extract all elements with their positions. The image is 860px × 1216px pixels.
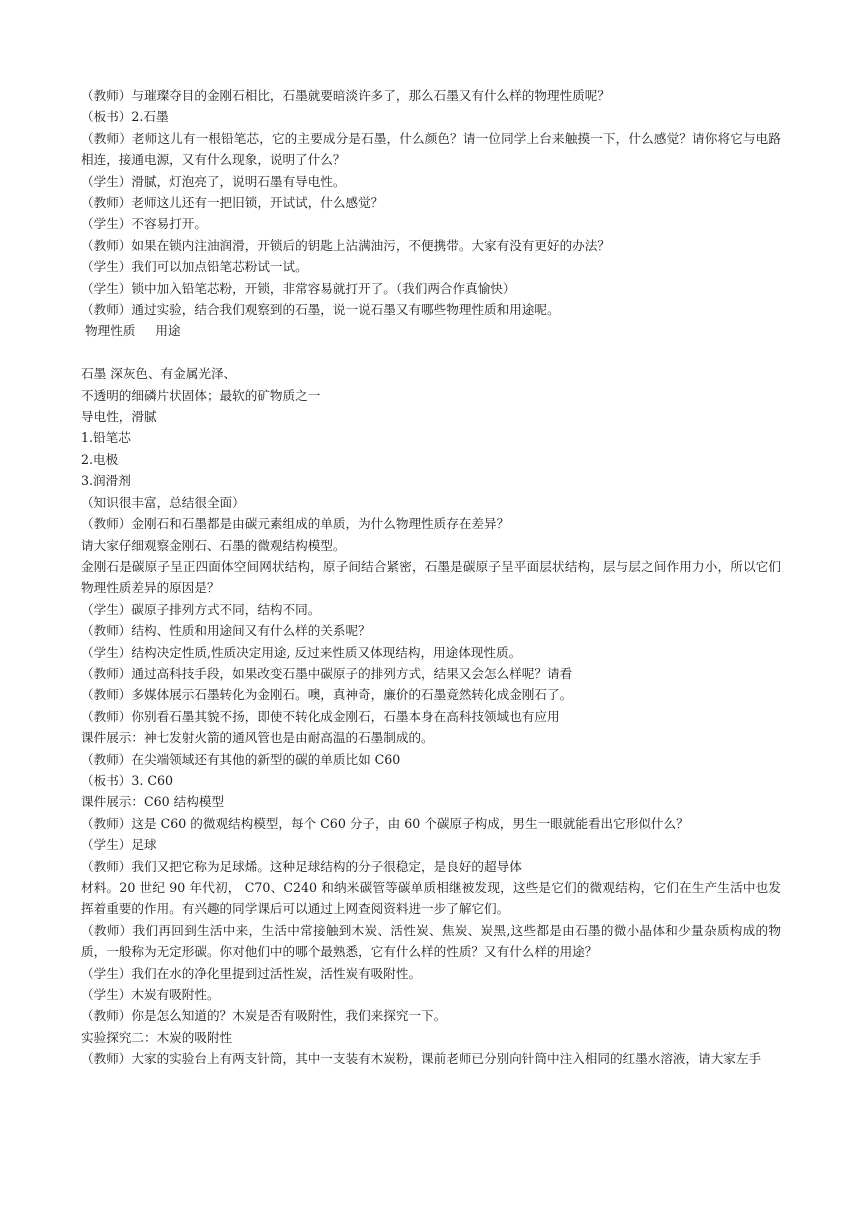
list-item: 1.铅笔芯: [81, 430, 131, 446]
paragraph: 材料。20 世纪 90 年代初， C70、C240 和纳米碳管等碳单质相继被发现，这些是它们的微观结构，它们在生产生活中也发挥着重要的作用。有兴趣的同学课后可以通过上网查阅资料进一步了解它们。: [81, 880, 781, 917]
list-item: 3.润滑剂: [81, 473, 131, 489]
header-physical-properties: 物理性质: [85, 323, 136, 339]
blank-line: [81, 342, 781, 363]
paragraph: （教师）我们再回到生活中来，生活中常接触到木炭、活性炭、焦炭、炭黑,这些都是由石墨的微小晶体和少量杂质构成的物质，一般称为无定形碳。你对他们中的哪个最熟悉，它有什么样的性质？又有什么样的用途？: [81, 922, 781, 960]
paragraph: （学生）滑腻，灯泡亮了，说明石墨有导电性。: [81, 173, 346, 189]
document-body: [81, 85, 781, 1070]
paragraph: 课件展示：神七发射火箭的通风管也是由耐高温的石墨制成的。: [81, 730, 434, 746]
paragraph: （学生）我们在水的净化里提到过活性炭，活性炭有吸附性。: [81, 965, 422, 981]
paragraph: （教师）这是 C60 的微观结构模型，每个 C60 分子，由 60 个碳原子构成，男生一眼就能看出它形似什么？: [81, 815, 689, 831]
section-heading: 实验探究二：木炭的吸附性: [81, 1029, 233, 1045]
paragraph: （学生）足球: [81, 837, 157, 853]
header-uses: 用途: [155, 323, 181, 339]
paragraph: 金刚石是碳原子呈正四面体空间网状结构，原子间结合紧密，石墨是碳原子呈平面层状结构，层与层之间作用力小，所以它们物理性质差异的原因是？: [81, 558, 781, 596]
paragraph: （教师）结构、性质和用途间又有什么样的关系呢？: [81, 623, 371, 639]
paragraph: 请大家仔细观察金刚石、石墨的微观结构模型。: [81, 537, 346, 553]
paragraph: （学生）不容易打开。: [81, 216, 207, 232]
paragraph: （教师）通过实验，结合我们观察到的石墨，说一说石墨又有哪些物理性质和用途呢。: [81, 302, 560, 318]
paragraph: （学生）我们可以加点铅笔芯粉试一试。: [81, 259, 308, 275]
paragraph: （学生）碳原子排列方式不同，结构不同。: [81, 601, 321, 617]
paragraph: （教师）老师这儿有一根铅笔芯，它的主要成分是石墨，什么颜色？请一位同学上台来触摸一下，什么感觉？请你将它与电路相连，接通电源，又有什么现象，说明了什么？: [81, 130, 781, 168]
paragraph: （教师）老师这儿还有一把旧锁，开试试，什么感觉？: [81, 195, 384, 211]
paragraph: （学生）木炭有吸附性。: [81, 987, 220, 1003]
list-item: 2.电极: [81, 451, 119, 467]
paragraph: （教师）在尖端领域还有其他的新型的碳的单质比如 C60: [81, 751, 401, 767]
paragraph: （教师）你是怎么知道的？木炭是否有吸附性，我们来探究一下。: [81, 1008, 447, 1024]
paragraph: （教师）如果在锁内注油润滑，开锁后的钥匙上沾满油污，不便携带。大家有没有更好的办法？: [81, 237, 610, 253]
paragraph: （知识很丰富，总结很全面）: [81, 494, 245, 510]
paragraph: （教师）金刚石和石墨都是由碳元素组成的单质，为什么物理性质存在差异？: [81, 516, 510, 532]
paragraph: （教师）我们又把它称为足球烯。这种足球结构的分子很稳定，是良好的超导体: [81, 858, 522, 874]
paragraph: 不透明的细磷片状固体；最软的矿物质之一: [81, 387, 321, 403]
paragraph: （学生）锁中加入铅笔芯粉，开锁，非常容易就打开了。（我们两合作真愉快）: [81, 280, 516, 296]
paragraph: 导电性，滑腻: [81, 409, 157, 425]
paragraph: （教师）与璀璨夺目的金刚石相比，石墨就要暗淡许多了，那么石墨又有什么样的物理性质呢？: [81, 88, 610, 103]
paragraph: （学生）结构决定性质,性质决定用途, 反过来性质又体现结构，用途体现性质。: [81, 644, 522, 660]
paragraph: （板书）2.石墨: [81, 109, 169, 125]
paragraph: 课件展示：C60 结构模型: [81, 794, 225, 810]
paragraph: （教师）通过高科技手段，如果改变石墨中碳原子的排列方式，结果又会怎么样呢？请看: [81, 665, 573, 681]
paragraph: （教师）你别看石墨其貌不扬，即使不转化成金刚石，石墨本身在高科技领域也有应用: [81, 708, 560, 724]
paragraph: （板书）3. C60: [81, 772, 174, 788]
paragraph: 石墨 深灰色、有金属光泽、: [81, 366, 237, 382]
paragraph: （教师）大家的实验台上有两支针筒，其中一支装有木炭粉，课前老师已分别向针筒中注入相同的红墨水溶液，请大家左手: [81, 1051, 762, 1067]
table-header-row: [81, 320, 781, 341]
paragraph: （教师）多媒体展示石墨转化为金刚石。噢，真神奇，廉价的石墨竟然转化成金刚石了。: [81, 687, 573, 703]
